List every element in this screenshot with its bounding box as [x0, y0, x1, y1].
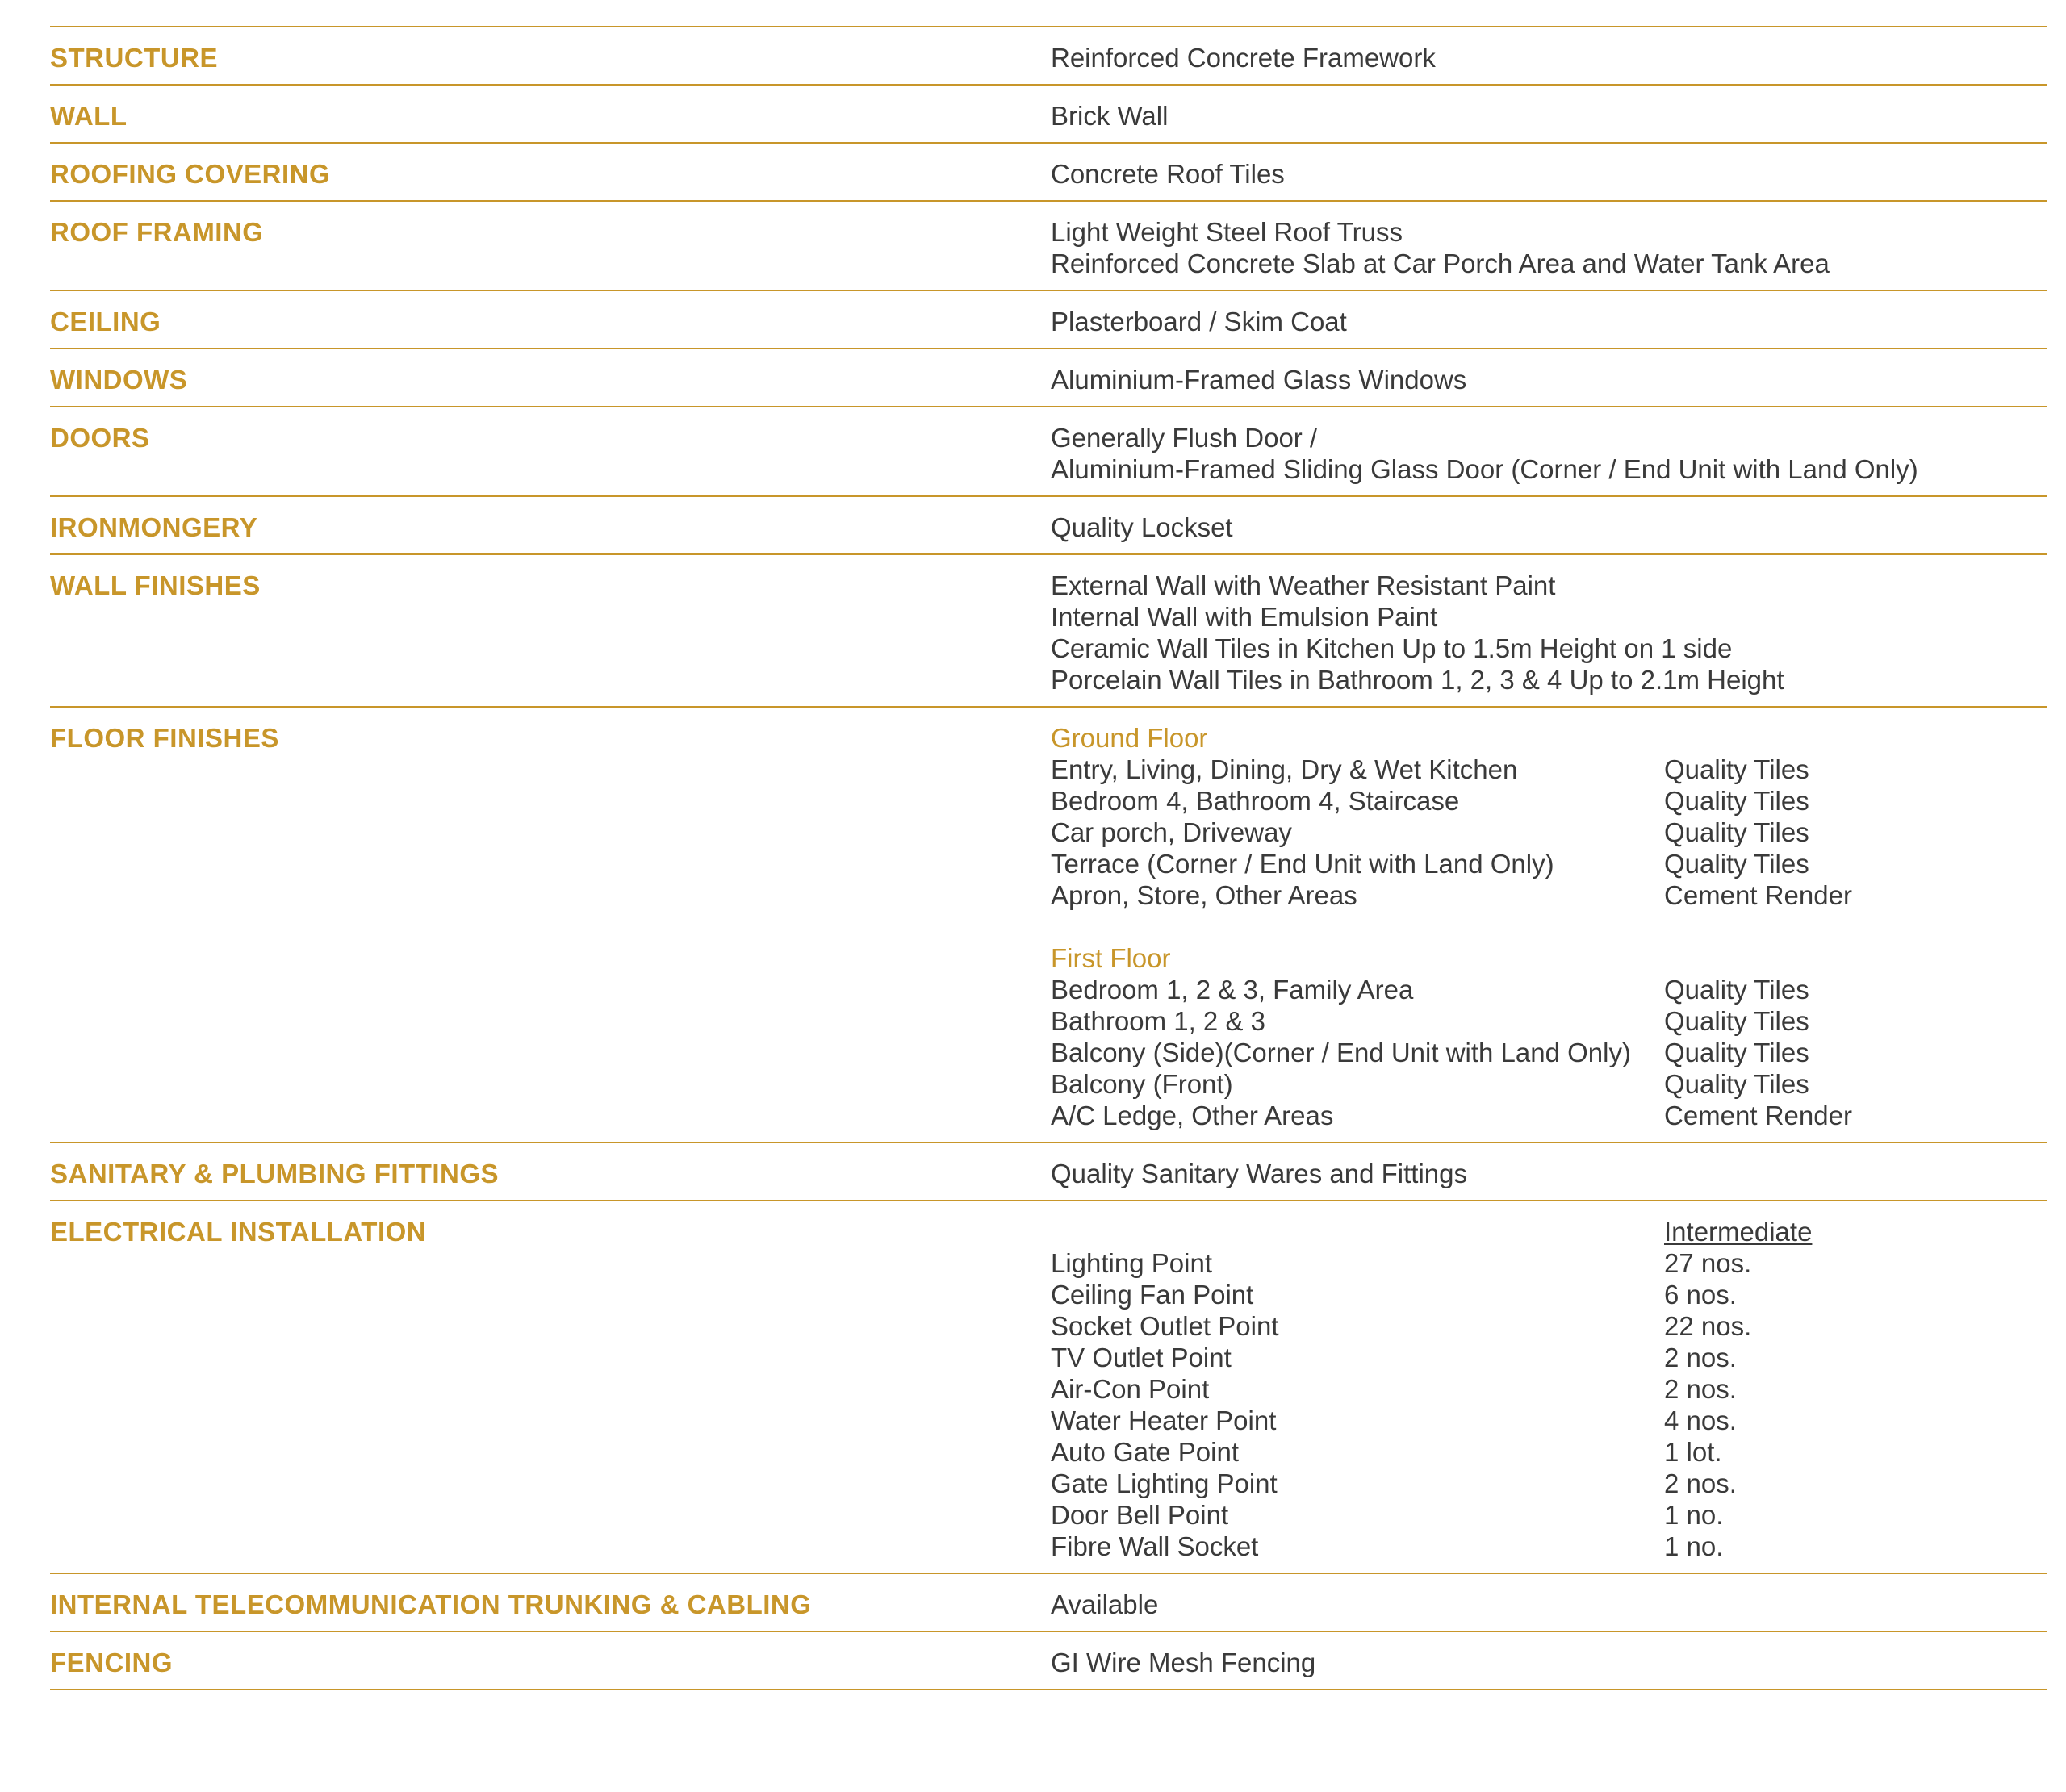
list-item [1051, 1279, 2047, 1310]
list-item [1051, 1373, 2047, 1405]
spec-label: SANITARY & PLUMBING FITTINGS [50, 1159, 500, 1188]
electrical-qty: 1 no. [1664, 1500, 1724, 1530]
spec-row-windows [50, 349, 2047, 407]
spec-value-line: Reinforced Concrete Slab at Car Porch Area and Water Tank Area [1051, 249, 1830, 278]
floor-finish: Quality Tiles [1664, 975, 1809, 1005]
spec-value-line: Reinforced Concrete Framework [1051, 43, 1436, 73]
spec-row-doors [50, 407, 2047, 497]
spec-value [1051, 1647, 2047, 1678]
floor-area: Bedroom 1, 2 & 3, Family Area [1051, 975, 1414, 1005]
spec-value-line: Concrete Roof Tiles [1051, 159, 1285, 189]
list-item [1051, 1342, 2047, 1373]
electrical-header-row [1051, 1216, 2047, 1247]
electrical-qty: 2 nos. [1664, 1374, 1737, 1404]
intermediate-column-header: Intermediate [1664, 1217, 1813, 1247]
electrical-qty: 1 no. [1664, 1531, 1724, 1561]
list-item [1051, 879, 2047, 911]
spec-value [1051, 100, 2047, 132]
spacer [1051, 911, 2047, 942]
electrical-point: Lighting Point [1051, 1248, 1212, 1278]
specification-table [50, 26, 2047, 1690]
spec-row-ceiling [50, 291, 2047, 349]
spec-row-electrical [50, 1201, 2047, 1574]
spec-value [1051, 1589, 2047, 1620]
spec-value [1051, 364, 2047, 395]
floor-finish: Quality Tiles [1664, 1069, 1809, 1099]
electrical-point: Gate Lighting Point [1051, 1468, 1278, 1498]
spec-value [1051, 1216, 2047, 1562]
spec-value-line: Porcelain Wall Tiles in Bathroom 1, 2, 3 & 4 Up to 2.1m Height [1051, 665, 1784, 695]
electrical-point: Door Bell Point [1051, 1500, 1229, 1530]
spec-value-line: Plasterboard / Skim Coat [1051, 307, 1347, 336]
list-item [1051, 848, 2047, 879]
spec-row-wall [50, 86, 2047, 144]
spec-value [1051, 42, 2047, 73]
list-item [1051, 817, 2047, 848]
spec-row-roofing-covering [50, 144, 2047, 202]
floor-finish: Quality Tiles [1664, 754, 1809, 784]
list-item [1051, 1499, 2047, 1531]
spec-label: WINDOWS [50, 365, 188, 395]
spec-value-line: External Wall with Weather Resistant Paint [1051, 570, 1556, 600]
spec-row-ironmongery [50, 497, 2047, 555]
spec-value-line: Ceramic Wall Tiles in Kitchen Up to 1.5m Height on 1 side [1051, 633, 1733, 663]
spec-value [1051, 422, 2047, 485]
electrical-point: TV Outlet Point [1051, 1343, 1232, 1372]
spec-value-line: Generally Flush Door / [1051, 423, 1318, 453]
spec-label: FENCING [50, 1648, 173, 1677]
spec-row-floor-finishes [50, 708, 2047, 1143]
floor-area: Bathroom 1, 2 & 3 [1051, 1006, 1265, 1036]
list-item [1051, 754, 2047, 785]
spec-row-fencing [50, 1632, 2047, 1690]
list-item [1051, 974, 2047, 1005]
list-item [1051, 1247, 2047, 1279]
spec-label: INTERNAL TELECOMMUNICATION TRUNKING & CABLING [50, 1589, 812, 1619]
floor-area: A/C Ledge, Other Areas [1051, 1101, 1334, 1130]
list-item [1051, 1310, 2047, 1342]
spec-value [1051, 722, 2047, 1131]
floor-area: Balcony (Side)(Corner / End Unit with Land Only) [1051, 1038, 1631, 1067]
electrical-qty: 1 lot. [1664, 1437, 1722, 1467]
floor-finish: Cement Render [1664, 880, 1852, 910]
spec-value-line: Brick Wall [1051, 101, 1169, 131]
spec-value [1051, 216, 2047, 279]
spec-value [1051, 306, 2047, 337]
spec-row-structure [50, 27, 2047, 86]
electrical-point: Ceiling Fan Point [1051, 1280, 1254, 1310]
spec-label: STRUCTURE [50, 43, 218, 73]
first-floor-heading: First Floor [1051, 943, 1171, 973]
spec-value-line: Aluminium-Framed Glass Windows [1051, 365, 1467, 395]
list-item [1051, 1531, 2047, 1562]
electrical-qty: 6 nos. [1664, 1280, 1737, 1310]
floor-finish: Quality Tiles [1664, 1006, 1809, 1036]
spec-value [1051, 158, 2047, 190]
floor-area: Car porch, Driveway [1051, 817, 1292, 847]
floor-finish: Quality Tiles [1664, 786, 1809, 816]
floor-area: Apron, Store, Other Areas [1051, 880, 1357, 910]
spec-label: CEILING [50, 307, 161, 336]
spec-label: WALL [50, 101, 128, 131]
electrical-qty: 2 nos. [1664, 1468, 1737, 1498]
list-item [1051, 785, 2047, 817]
list-item [1051, 1436, 2047, 1468]
electrical-point: Auto Gate Point [1051, 1437, 1239, 1467]
spec-label: FLOOR FINISHES [50, 723, 279, 753]
spec-label: IRONMONGERY [50, 512, 258, 542]
electrical-point: Fibre Wall Socket [1051, 1531, 1259, 1561]
floor-area: Bedroom 4, Bathroom 4, Staircase [1051, 786, 1460, 816]
list-item [1051, 1037, 2047, 1068]
spec-value [1051, 1158, 2047, 1189]
spec-row-telecom [50, 1574, 2047, 1632]
electrical-qty: 27 nos. [1664, 1248, 1752, 1278]
spec-value-line: Aluminium-Framed Sliding Glass Door (Corner / End Unit with Land Only) [1051, 454, 1918, 484]
spec-value-line: Quality Lockset [1051, 512, 1233, 542]
electrical-point: Water Heater Point [1051, 1406, 1277, 1435]
spec-value-line: Internal Wall with Emulsion Paint [1051, 602, 1438, 632]
spec-label: ELECTRICAL INSTALLATION [50, 1217, 427, 1247]
header-spacer [1051, 1216, 1664, 1247]
list-item [1051, 1068, 2047, 1100]
spec-row-sanitary [50, 1143, 2047, 1201]
list-item [1051, 1468, 2047, 1499]
spec-value-line: Light Weight Steel Roof Truss [1051, 217, 1403, 247]
floor-finish: Quality Tiles [1664, 817, 1809, 847]
spec-value [1051, 512, 2047, 543]
floor-finish: Quality Tiles [1664, 849, 1809, 879]
electrical-qty: 22 nos. [1664, 1311, 1752, 1341]
spec-value-line: Quality Sanitary Wares and Fittings [1051, 1159, 1467, 1188]
list-item [1051, 1100, 2047, 1131]
electrical-point: Air-Con Point [1051, 1374, 1210, 1404]
ground-floor-heading: Ground Floor [1051, 723, 1208, 753]
electrical-qty: 2 nos. [1664, 1343, 1737, 1372]
spec-value-line: Available [1051, 1589, 1159, 1619]
floor-area: Balcony (Front) [1051, 1069, 1233, 1099]
list-item [1051, 1005, 2047, 1037]
floor-area: Terrace (Corner / End Unit with Land Only) [1051, 849, 1554, 879]
list-item [1051, 1405, 2047, 1436]
spec-row-wall-finishes [50, 555, 2047, 708]
floor-finish: Quality Tiles [1664, 1038, 1809, 1067]
spec-value-line: GI Wire Mesh Fencing [1051, 1648, 1316, 1677]
spec-label: ROOF FRAMING [50, 217, 264, 247]
electrical-qty: 4 nos. [1664, 1406, 1737, 1435]
spec-label: WALL FINISHES [50, 570, 261, 600]
spec-label: DOORS [50, 423, 150, 453]
spec-value [1051, 570, 2047, 695]
spec-row-roof-framing [50, 202, 2047, 291]
floor-finish: Cement Render [1664, 1101, 1852, 1130]
spec-label: ROOFING COVERING [50, 159, 331, 189]
electrical-point: Socket Outlet Point [1051, 1311, 1279, 1341]
floor-area: Entry, Living, Dining, Dry & Wet Kitchen [1051, 754, 1518, 784]
